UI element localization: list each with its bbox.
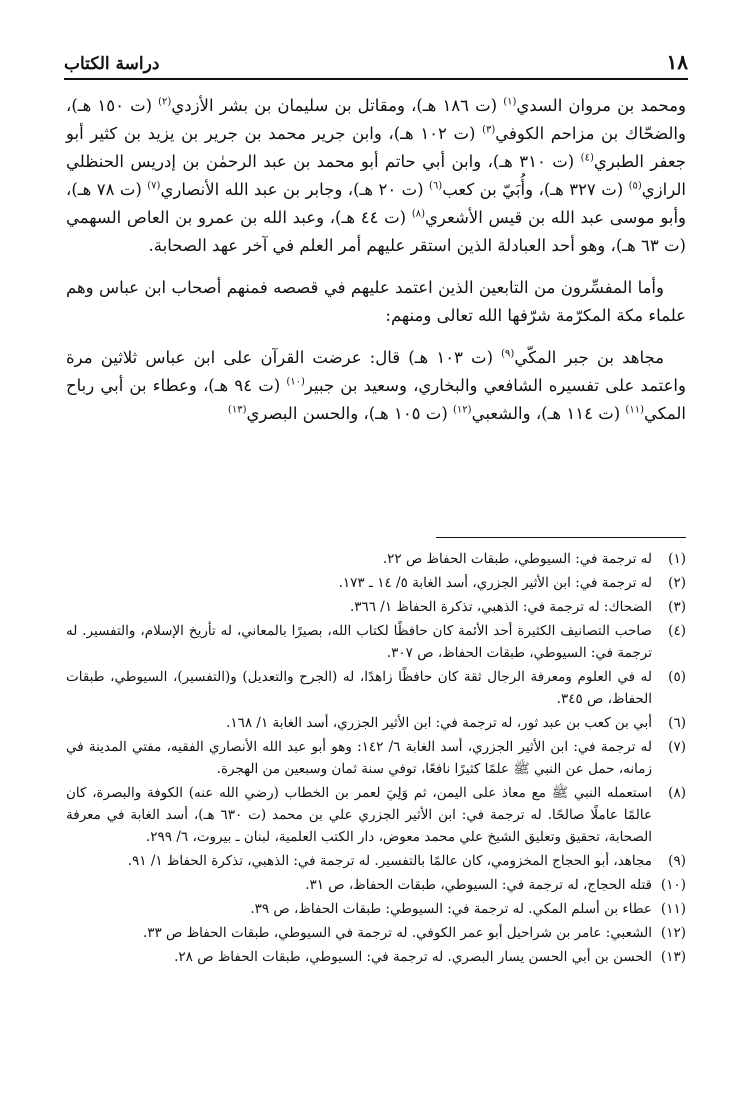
footnote: (٩) مجاهد، أبو الحجاج المخزومي، كان عالمًا بالتفسير. له ترجمة في: الذهبي، تذكرة الحفاظ ١/ ٩١.: [127, 853, 686, 869]
footnote-ref: (١٠): [286, 376, 305, 388]
page-number: ١٨: [666, 50, 688, 74]
footnote: (١) له ترجمة في: السيوطي، طبقات الحفاظ ص ٢٢.: [382, 551, 686, 567]
footnote-separator: [436, 537, 686, 538]
footnote: (٣) الضحاك: له ترجمة في: الذهبي، تذكرة الحفاظ ١/ ٣٦٦.: [349, 599, 686, 615]
paragraph-mujahid: مجاهد بن جبر المكّي$^{(٩)}$ (ت ١٠٣ هـ) قال: عرضت القرآن على ابن عباس ثلاثين مرة واعتمد على تفسيره الشافعي والبخاري، وسعيد بن جبير$^{(١٠)}$ (ت ٩٤ هـ)، وعطاء بن أبي رباح المكي$^{(١١)}$ (ت ١١٤ هـ)، والشعبي$^{(١٢)}$ (ت ١٠٥ هـ)، والحسن البصري$^{(١٣)}$: [66, 348, 686, 423]
footnote-ref: (٣): [482, 124, 496, 136]
page-header: [64, 44, 688, 80]
main-text: [66, 92, 686, 442]
footnote: (١١) عطاء بن أسلم المكي. له ترجمة في: السيوطي: طبقات الحفاظ، ص ٣٩.: [250, 901, 686, 917]
running-title: دراسة الكتاب: [64, 54, 160, 74]
footnote: (٥) له في العلوم ومعرفة الرجال ثقة كان حافظًا زاهدًا، له (الجرح والتعديل) و(التفسير)، السيوطي، طبقات الحفاظ، ص ٣٤٥.: [66, 669, 686, 707]
footnote: (٤) صاحب التصانيف الكثيرة أحد الأئمة كان حافظًا لكتاب الله، بصيرًا بالمعاني، له تأريخ الإسلام، والتفسير. له ترجمة في: السيوطي، طبقات الحفاظ، ص ٣٠٧.: [66, 623, 686, 661]
footnote-ref: (١٢): [453, 404, 472, 416]
footnotes: [66, 548, 686, 970]
footnote: (١٢) الشعبي: عامر بن شراحيل أبو عمر الكوفي. له ترجمة في السيوطي، طبقات الحفاظ ص ٣٣.: [142, 925, 686, 941]
paragraph-companions: ومحمد بن مروان السدي$^{(١)}$ (ت ١٨٦ هـ)، ومقاتل بن سليمان بن بشر الأزدي$^{(٢)}$ (ت ١٥٠ هـ)، والضحّاك بن مزاحم الكوفي$^{(٣)}$ (ت ١٠٢ هـ)، وابن جرير محمد بن جرير بن يزيد بن كثير أبو جعفر الطبري$^{(٤)}$ (ت ٣١٠ هـ)، وابن أبي حاتم أبو محمد بن عبد الرحمٰن بن إدريس الحنظلي الرازي$^{(٥)}$ (ت ٣٢٧ هـ)، وأُبَيّ بن كعب$^{(٦)}$ (ت ٢٠ هـ)، وجابر بن عبد الله الأنصاري$^{(٧)}$ (ت ٧٨ هـ)، وأبو موسى عبد الله بن قيس الأشعري$^{(٨)}$ (ت ٤٤ هـ)، وعبد الله بن عمرو بن العاص السهمي (ت ٦٣ هـ)، وهو أحد العبادلة الذين استقر عليهم أمر العلم في آخر عهد الصحابة.: [66, 96, 687, 255]
footnote-ref: (٤): [580, 152, 594, 164]
footnote-ref: (١٣): [227, 404, 247, 416]
footnote-ref: (١١): [625, 404, 644, 416]
footnote-ref: (١): [503, 96, 517, 108]
footnote: (١٠) قتله الحجاج، له ترجمة في: السيوطي، طبقات الحفاظ، ص ٣١.: [305, 877, 686, 893]
footnote-ref: (٩): [501, 348, 515, 360]
footnote-ref: (٨): [411, 208, 425, 220]
footnote: (٨) استعمله النبي ﷺ مع معاذ على اليمن، ثم وَلِيَ لعمر بن الخطاب (رضي الله عنه) الكوفة والبصرة، كان عالمًا عاملًا صالحًا. له ترجمة في: ابن الأثير الجزري علي بن محمد (ت ٦٣٠ هـ)، أسد الغابة في معرفة الصحابة، تحقيق وتعليق الشيخ علي محمد معوض، دار الكتب العلمية، لبنان ـ بيروت، ٦/ ٢٩٩.: [66, 785, 686, 845]
footnote-ref: (٦): [429, 180, 443, 192]
footnote: (١٣) الحسن بن أبي الحسن يسار البصري. له ترجمة في: السيوطي، طبقات الحفاظ ص ٢٨.: [174, 949, 686, 965]
paragraph-followers: وأما المفسِّرون من التابعين الذين اعتمد عليهم في قصصه فمنهم أصحاب ابن عباس وهم علماء مكة المكرّمة شرّفها الله تعالى ومنهم:: [66, 278, 686, 325]
footnote-ref: (٧): [147, 180, 161, 192]
footnote: (٦) أبي بن كعب بن عبد ثور، له ترجمة في: ابن الأثير الجزري، أسد الغابة ١/ ١٦٨.: [226, 715, 686, 731]
footnote-ref: (٢): [158, 96, 172, 108]
footnote-ref: (٥): [628, 180, 642, 192]
footnote: (٢) له ترجمة في: ابن الأثير الجزري، أسد الغابة ٥/ ١٤ ـ ١٧٣.: [338, 575, 686, 591]
footnote: (٧) له ترجمة في: ابن الأثير الجزري، أسد الغابة ٦/ ١٤٢: وهو أبو عبد الله الأنصاري الفقيه، مفتي المدينة في زمانه، حمل عن النبي ﷺ علمًا كثيرًا نافعًا، توفي سنة ثمان وسبعين من الهجرة.: [66, 739, 686, 777]
